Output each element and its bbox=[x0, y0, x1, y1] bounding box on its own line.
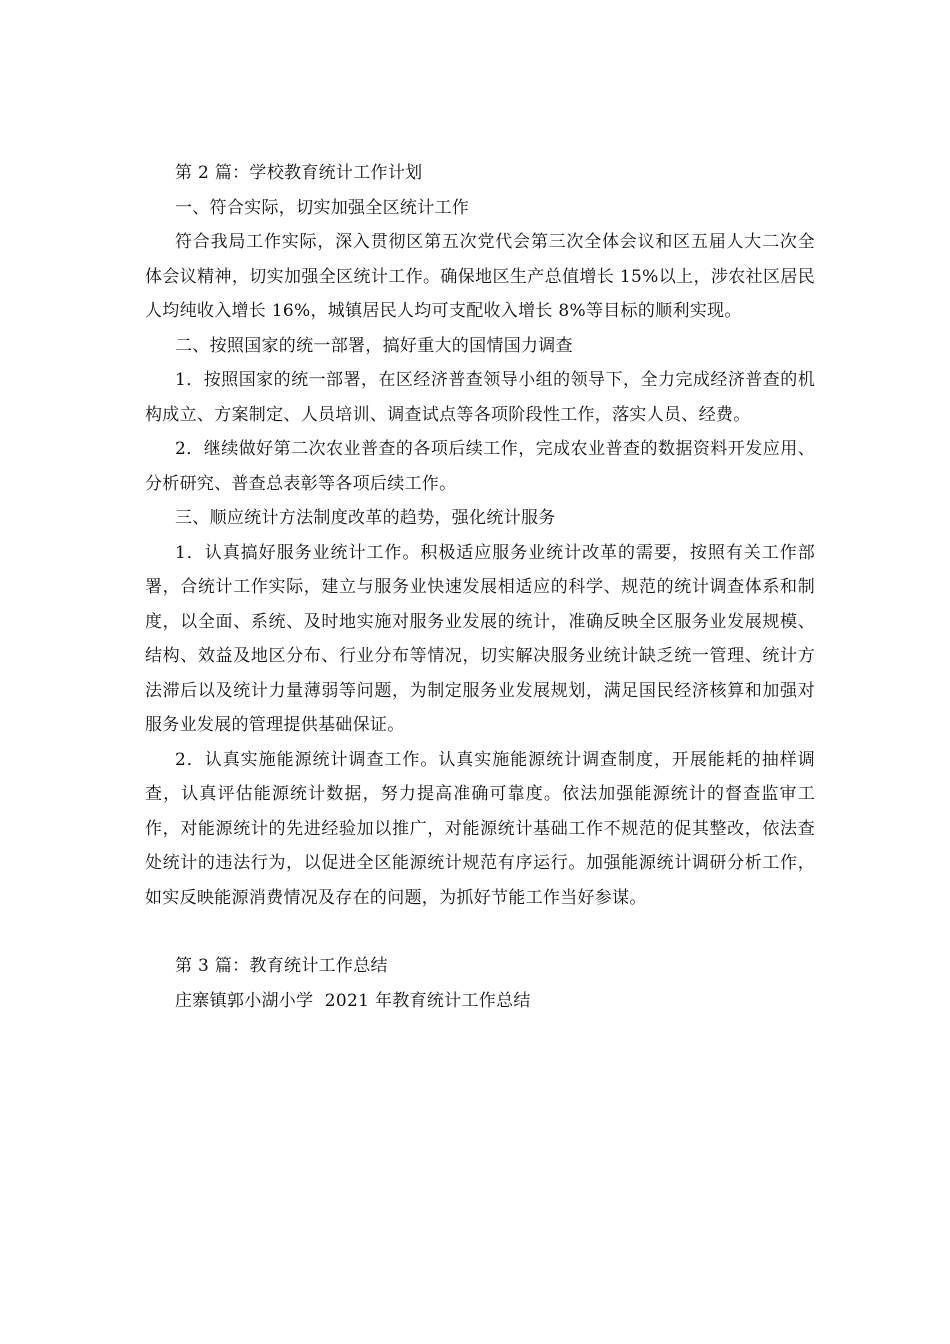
section-heading: 三、顺应统计方法制度改革的趋势，强化统计服务 bbox=[175, 508, 556, 528]
section-heading: 二、按照国家的统一部署，搞好重大的国情国力调查 bbox=[175, 335, 573, 356]
body-paragraph: 2．认真实施能源统计调查工作。认真实施能源统计调查制度，开展能耗的抽样调查，认真评估能源统计数据，努力提高准确可靠度。依法加强能源统计的督查监审工作，对能源统计的先进经验加以推广，对能源统计基础工作不规范的促其整改，依法查处统计的违法行为，以促进全区能源统计规范有序运行。加强能源统计调研分析工作，如实反映能源消费情况及存在的问题，为抓好节能工作当好参谋。 bbox=[145, 749, 815, 908]
section-heading: 一、符合实际，切实加强全区统计工作 bbox=[175, 197, 470, 218]
document-body bbox=[145, 156, 815, 1018]
body-paragraph: 符合我局工作实际，深入贯彻区第五次党代会第三次全体会议和区五届人大二次全体会议精神，切实加强全区统计工作。确保地区生产总值增长 15%以上，涉农社区居民人均纯收入增长 16%，城镇居民人均可支配收入增长 8%等目标的顺利实现。 bbox=[145, 232, 815, 321]
section-heading: 庄寨镇郭小湖小学 2021 年教育统计工作总结 bbox=[175, 990, 531, 1011]
section-title: 第 2 篇：学校教育统计工作计划 bbox=[175, 163, 423, 183]
section-title: 第 3 篇：教育统计工作总结 bbox=[175, 956, 388, 976]
body-paragraph: 1．认真搞好服务业统计工作。积极适应服务业统计改革的需要，按照有关工作部署，合统计工作实际，建立与服务业快速发展相适应的科学、规范的统计调查体系和制度，以全面、系统、及时地实施对服务业发展的统计，准确反映全区服务业发展规模、结构、效益及地区分布、行业分布等情况，切实解决服务业统计缺乏统一管理、统计方法滞后以及统计力量薄弱等问题，为制定服务业发展规划，满足国民经济核算和加强对服务业发展的管理提供基础保证。 bbox=[145, 542, 815, 735]
body-paragraph: 1．按照国家的统一部署，在区经济普查领导小组的领导下，全力完成经济普查的机构成立、方案制定、人员培训、调查试点等各项阶段性工作，落实人员、经费。 bbox=[145, 370, 815, 425]
body-paragraph: 2．继续做好第二次农业普查的各项后续工作，完成农业普查的数据资料开发应用、分析研究、普查总表彰等各项后续工作。 bbox=[145, 439, 815, 494]
